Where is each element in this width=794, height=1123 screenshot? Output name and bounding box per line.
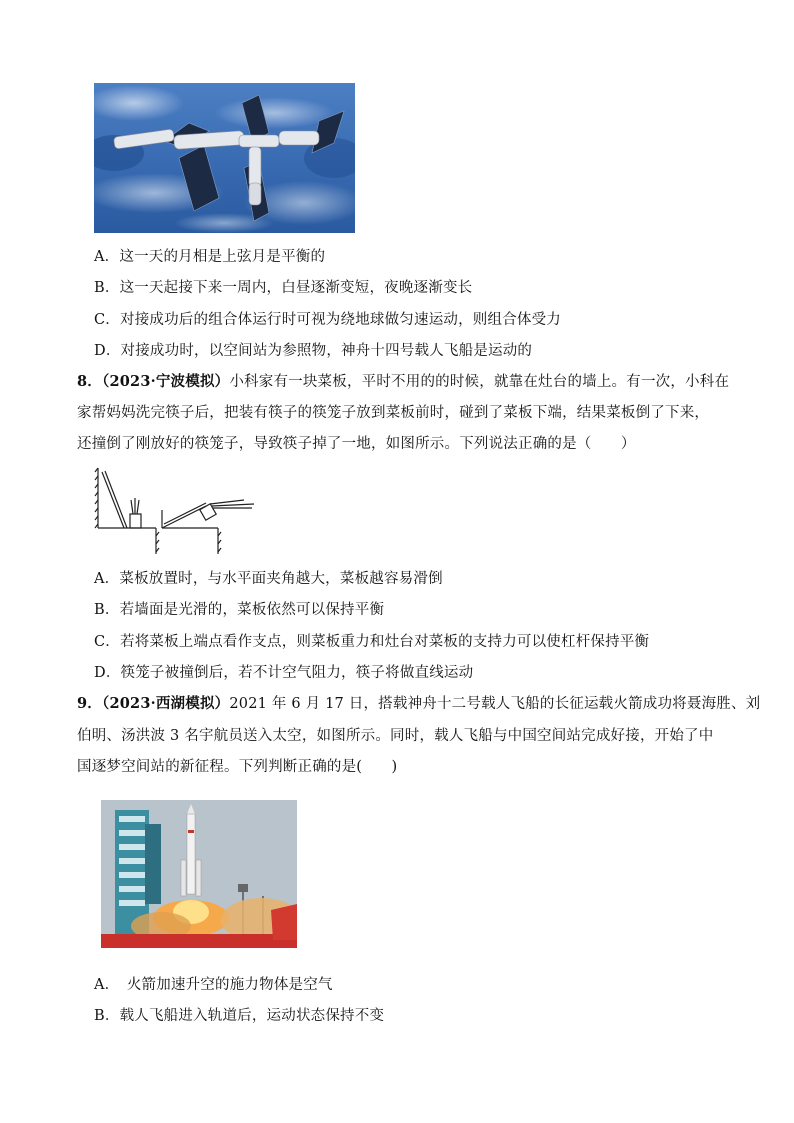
option-label: C． <box>94 634 120 650</box>
option-label: A． <box>94 571 120 587</box>
q9-option-b <box>94 1006 384 1026</box>
q7-option-c <box>94 310 561 330</box>
q9-stem-line-3: 国逐梦空间站的新征程。下列判断正确的是( ) <box>77 759 398 775</box>
question-source: （2023·西湖模拟） <box>102 695 230 712</box>
option-text: 对接成功后的组合体运行时可视为绕地球做匀速运动，则组合体受力 <box>120 312 561 328</box>
option-text: 火箭加速升空的施力物体是空气 <box>112 977 333 993</box>
option-label: B． <box>94 602 120 618</box>
option-label: A． <box>94 977 113 993</box>
q7-option-d <box>94 341 532 361</box>
q9-stem-line-1 <box>77 694 760 714</box>
option-label: B． <box>94 280 120 296</box>
q9-option-a <box>94 975 333 995</box>
option-label: D． <box>94 343 121 359</box>
q9-stem-line-2: 伯明、汤洪波 3 名宇航员送入太空，如图所示。同时，载人飞船与中国空间站完成好接，开始了中 <box>77 728 714 744</box>
q8-option-d <box>94 663 473 683</box>
q8-stem-line-3: 还撞倒了刚放好的筷笼子，导致筷子掉了一地，如图所示。下列说法正确的是（ ） <box>77 436 636 452</box>
stem-text: 2021 年 6 月 17 日，搭载神舟十二号载人飞船的长征运载火箭成功将聂海胜、刘 <box>229 696 761 712</box>
q7-option-a <box>94 247 325 267</box>
option-text: 筷笼子被撞倒后，若不计空气阻力，筷子将做直线运动 <box>120 665 474 681</box>
option-label: A． <box>94 249 120 265</box>
option-text: 这一天的月相是上弦月是平衡的 <box>119 249 326 265</box>
stem-text: 小科家有一块菜板，平时不用的的时候，就靠在灶台的墙上。有一次，小科在 <box>229 374 730 390</box>
option-text: 对接成功时，以空间站为参照物，神舟十四号载人飞船是运动的 <box>120 343 533 359</box>
option-label: B． <box>94 1008 120 1024</box>
option-label: D． <box>94 665 121 681</box>
rocket-launch-image <box>101 800 297 948</box>
option-text: 菜板放置时，与水平面夹角越大，菜板越容易滑倒 <box>119 571 443 587</box>
q8-stem-line-1 <box>77 372 729 392</box>
q8-option-a <box>94 569 443 589</box>
option-text: 若墙面是光滑的，菜板依然可以保持平衡 <box>119 602 385 618</box>
q7-option-b <box>94 278 472 298</box>
q8-option-c <box>94 632 649 652</box>
question-number: 8． <box>77 373 102 390</box>
question-number: 9． <box>77 695 102 712</box>
option-text: 载人飞船进入轨道后，运动状态保持不变 <box>119 1008 385 1024</box>
option-text: 若将菜板上端点看作支点，则菜板重力和灶台对菜板的支持力可以使杠杆保持平衡 <box>120 634 650 650</box>
option-text: 这一天起接下来一周内，白昼逐渐变短，夜晚逐渐变长 <box>119 280 473 296</box>
option-label: C． <box>94 312 120 328</box>
q8-stem-line-2: 家帮妈妈洗完筷子后，把装有筷子的筷笼子放到菜板前时，碰到了菜板下端，结果菜板倒了下来， <box>77 405 710 421</box>
question-source: （2023·宁波模拟） <box>102 373 230 390</box>
cutting-board-diagram <box>94 466 264 558</box>
space-station-image <box>94 83 355 233</box>
q8-option-b <box>94 600 384 620</box>
